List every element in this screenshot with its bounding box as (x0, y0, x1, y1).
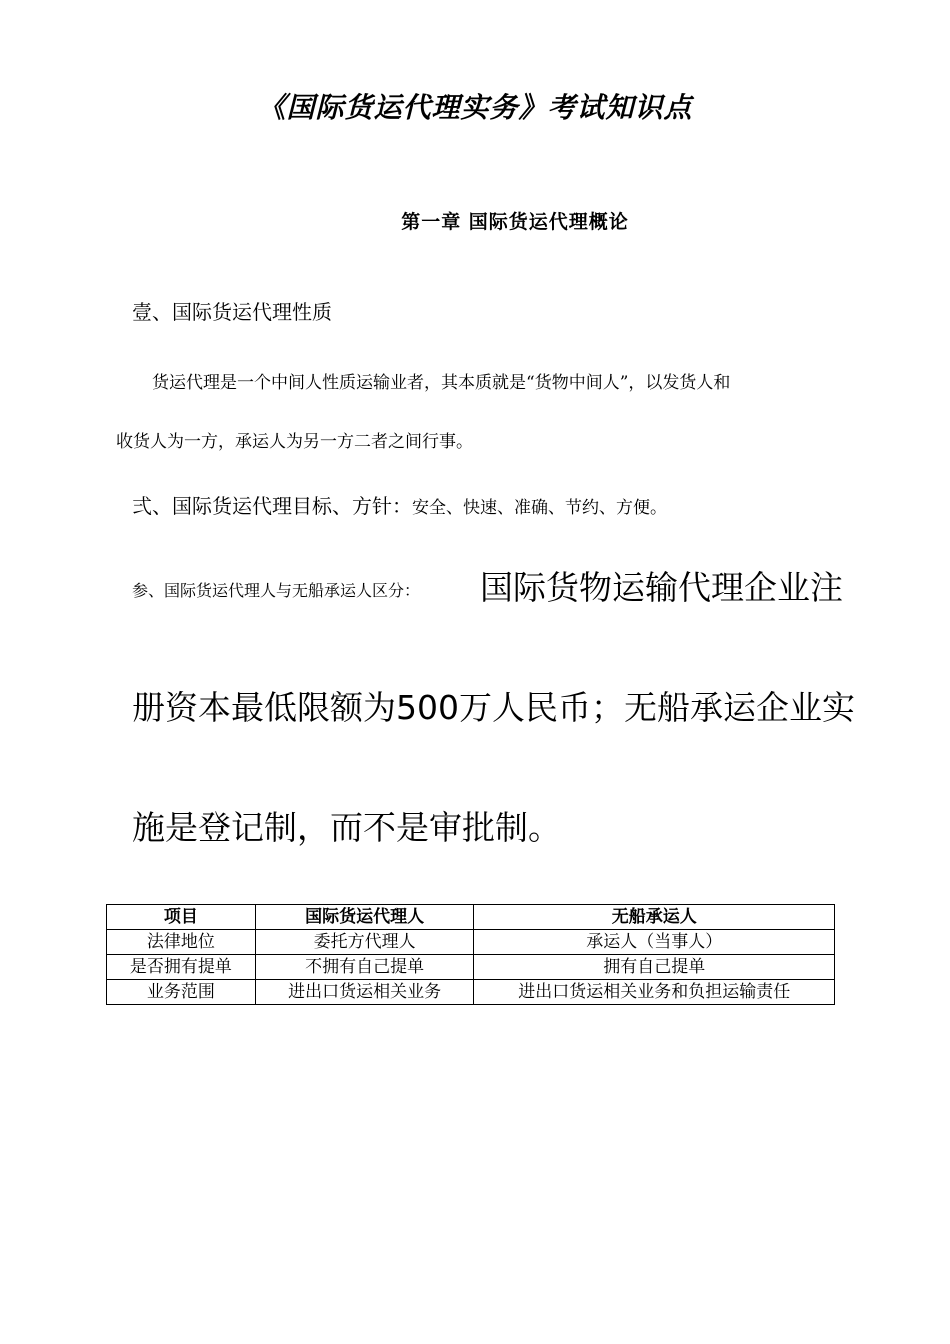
table-cell: 进出口货运相关业务和负担运输责任 (474, 980, 835, 1005)
section-3-heading-label: 参、国际货运代理人与无船承运人区分： (132, 581, 421, 600)
table-cell: 不拥有自己提单 (255, 955, 474, 980)
section-2-principles: 安全、快速、准确、节约、方便。 (412, 498, 667, 518)
section-3-text-line-3: 施是登记制，而不是审批制。 (132, 808, 561, 847)
table-row (107, 980, 835, 1005)
section-2-heading-label: 弍、国际货运代理目标、方针： (132, 494, 412, 518)
header-nvocc: 无船承运人 (474, 905, 835, 930)
table-cell: 业务范围 (107, 980, 256, 1005)
table-cell: 法律地位 (107, 930, 256, 955)
section-2-heading (132, 490, 667, 519)
header-item: 项目 (107, 905, 256, 930)
table-row (107, 955, 835, 980)
section-1-paragraph-line-2: 收货人为一方，承运人为另一方二者之间行事。 (116, 432, 473, 452)
table-row (107, 930, 835, 955)
section-3-heading (132, 578, 420, 601)
section-1-heading: 壹、国际货运代理性质 (132, 300, 332, 324)
section-3-text-line-1: 国际货物运输代理企业注 (480, 568, 843, 607)
table-cell: 承运人（当事人） (474, 930, 835, 955)
table-cell: 是否拥有提单 (107, 955, 256, 980)
document-title: 《国际货运代理实务》考试知识点 (257, 91, 693, 124)
table-cell: 委托方代理人 (255, 930, 474, 955)
section-1-paragraph-line-1: 货运代理是一个中间人性质运输业者，其本质就是“货物中间人”，以发货人和 (152, 373, 731, 393)
table-cell: 拥有自己提单 (474, 955, 835, 980)
table-cell: 进出口货运相关业务 (255, 980, 474, 1005)
table-header-row (107, 905, 835, 930)
chapter-title: 第一章 国际货运代理概论 (401, 211, 629, 233)
section-3-text-line-2: 册资本最低限额为500万人民币；无船承运企业实 (132, 688, 855, 727)
header-freight-forwarder: 国际货运代理人 (255, 905, 474, 930)
comparison-table (106, 904, 835, 1005)
